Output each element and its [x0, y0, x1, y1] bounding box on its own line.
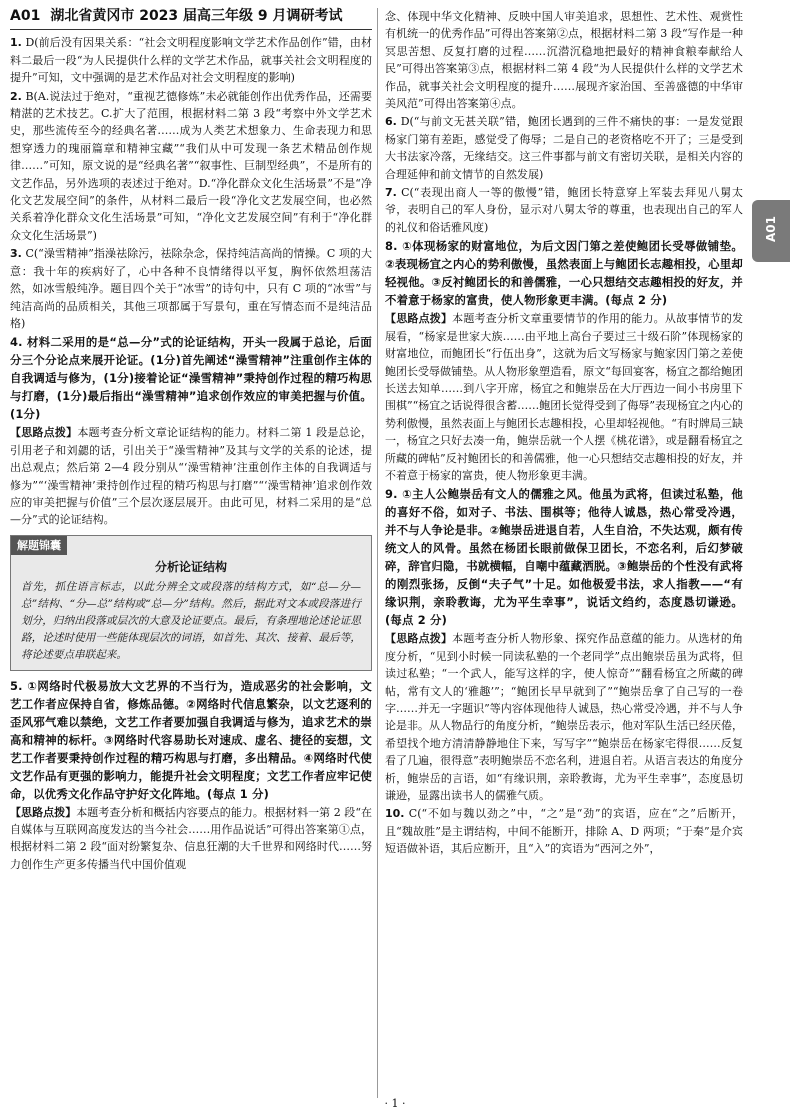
hint-5: 【思路点拨】本题考查分析和概括内容要点的能力。根据材料一第 2 段“在自媒体与互联网高度发达的当今社会……用作品说话”可得出答案第①点，根据材料二第 2 段“面对纷繁复杂、信息狂潮的大千世界和网络时代……努力创作生产更多传播当代中国价值观: [10, 805, 372, 871]
answer-2: 2. B(A.说法过于绝对，“重视艺德修炼”未必就能创作出优秀作品，还需要精湛的艺术技艺。C.扩大了范围，根据材料二第 3 段“考察中外文学艺术史，那些流传至今的经典名著……成为人类艺术想象力、生命表现力和思想穿透力的瑰丽篇章和精神宝藏”“我们从中可发现一条艺术精品创作规律……”可知，原文说的是“经典名著”“叙事性、巨制型经典”，不是所有的文艺作品，另外选项的表述过于绝对。D.“净化群众文化生活场景”不是“净化文艺发展空间”的条件，从材料二最后一段“净化文艺发展空间，也必然关系着净化群众文化生活场景”可知，“净化文艺发展空间”有利于“净化群众文化生活场景”): [10, 89, 373, 242]
answer-3: 3. C(“澡雪精神”指澡祛除污，祛除杂念，保持纯洁高尚的情操。C 项的大意：我十年的疾病好了，心中各种不良情绪得以平复，胸怀依然坦荡洁然，如冰雪般纯净。题目四个关于“冰雪”的诗句中，只有 C 项的“冰雪”与纯洁高尚的品质相关，其他三项都属于写景句，重在写情态而不是纯洁品格): [10, 247, 372, 330]
paper-code: A01: [10, 8, 41, 24]
section-side-tab: [752, 200, 790, 262]
answer-7: 7. C(“表现出商人一等的傲慢”错，鲍团长特意穿上军装去拜见八舅太爷，表明自己的军人身份，显示对八舅太爷的尊重，也表现出自己的军人的礼仪和俗话雅风度): [385, 186, 744, 234]
hint-9: 【思路点拨】本题考查分析人物形象、探究作品意蕴的能力。从选材的角度分析，“见到小时候一同读私塾的一个老同学”点出鲍崇岳虽为武将，但读过私塾；“一个武人，能写这样的字，使人惊奇”“翻看杨宜之所藏的碑帖，常有文人的‘雅趣’”；“鲍团长早早就到了”“鲍崇岳拿了自己写的一卷字……并无一字题识”等内容体现他待人诚恳，热心常受冷遇，并不与人争论是非。从人物品行的角度分析，“鲍崇岳表示，他对军队生活已经厌倦，希望找个地方清清静静地住下来，写写字”“鲍崇岳在杨家宅得很……反复看了几遍，很得意”表明鲍崇岳不恋名利，进退自若。从语言表达的角度分析，鲍崇岳的言语，如“有缘识荆，亲聆教诲，尤为平生幸事”，态度恳切谦逊，显露出读书人的儒雅气质。: [385, 632, 744, 802]
left-column: [10, 8, 372, 874]
tips-label: 解题锦囊: [11, 536, 67, 555]
answer-9: 9. ①主人公鲍崇岳有文人的儒雅之风。他虽为武将，但读过私塾，他的喜好不俗，如对子、书法、围棋等；他待人诚恳，热心常受冷遇，并不与人争论是非。②鲍崇岳进退自若，人生自洽，不失达观，颇有传统文人的风骨。虽然在杨团长眼前做保卫团长，不恋名利，后幻梦破碎，辞官归隐，书就横幅，自嘲中蕴藏洒脱。③鲍崇岳的个性没有武将的刚烈张扬，反倒“夫子气”十足。如他极爱书法，求人指教——“有缘识荆，亲聆教诲，尤为平生幸事”，说话文绉约，态度恳切谦逊。(每点 2 分): [385, 487, 743, 628]
answer-8: 8. ①体现杨家的财富地位，为后文因门第之差使鲍团长受辱做铺垫。②表现杨宜之内心的势利傲慢，虽然表面上与鲍团长志趣相投，心里却轻视他。③反衬鲍团长的和善儒雅，一心只想结交志趣相投的好友，并不着意于杨家的富贵，使人物形象更丰满。(每点 2 分): [385, 239, 743, 308]
tips-box: [10, 535, 372, 671]
hint-4: 【思路点拨】本题考查分析文章论证结构的能力。材料二第 1 段是总论，引用老子和刘勰的话，引出关于“澡雪精神”及其与文学的关系的论述，提出总观点；然后第 2—4 段分别从“‘澡雪精神’注重创作主体的自我调适与修为”“‘澡雪精神’秉持创作过程的精巧构思与打磨”“‘澡雪精神’追求创作效应的审美把握与价值”三个层次逐层展开。由此可见，材料二采用的是“总—分”式的论证结构。: [10, 426, 372, 527]
answer-5: 5. ①网络时代极易放大文艺界的不当行为，造成恶劣的社会影响，文艺工作者应保持自省，修炼品德。②网络时代信息繁杂，以文艺逐利的歪风邪气难以禁绝，文艺工作者要加强自我调适与修为，追求艺术的崇高和精神的标杆。③网络时代容易助长对速成、虚名、捷径的妄想，文艺工作者要秉持创作过程的精巧构思与打磨，多出精品。④网络时代使文艺作品有更强的影响力，能提升社会文明程度；文艺工作者应牢记使命，以优秀文化作品守护好文化阵地。(每点 1 分): [10, 678, 372, 801]
header-rule: [10, 29, 372, 30]
side-tab-label: A01: [764, 216, 778, 242]
hint-5-continued: 念、体现中华文化精神、反映中国人审美追求，思想性、艺术性、观赏性有机统一的优秀作品”可得出答案第②点，根据材料二第 3 段“写作是一种冥思苦想、反复打磨的过程……沉潜沉稳地把最好的精神食粮奉献给人民”可得出答案第③点，根据材料二第 4 段“为人民提供什么样的文学艺术作品，就事关社会文明程度的提升……展现齐家治国、至善盛德的中华审美风范”可得出答案第④点。: [385, 10, 743, 111]
tips-body: 首先，抓住语言标志，以此分辨全文或段落的结构方式，如“总—分—总”结构、“分—总”结构或“总—分”结构。然后，据此对文本或段落进行划分，归纳出段落或层次的大意及论证要点。最后，有条理地论述论证思路，论述时使用一些能体现层次的词语，如首先、其次、接着、最后等，将论述要点串联起来。: [21, 580, 361, 661]
answer-6: 6. D(“与前文无甚关联”错，鲍团长遇到的三件不痛快的事：一是发觉跟杨家门第有差距，感觉受了侮辱；二是自己的老资格吃不开了；三是受到大书法家冷落，无缘结交。这三件事都与前文有密切关联，是相关内容的合理延伸和前文情节的自然发展): [385, 115, 743, 181]
column-divider: [377, 8, 378, 1098]
page-header: [10, 8, 372, 25]
answer-10: 10. C(“不如与魏以劲之”中，“之”是“劲”的宾语，应在“之”后断开，且“魏故胜”是主谓结构，中间不能断开，排除 A、D 两项；“于秦”是介宾短语做补语，其后应断开，且“入”的宾语为“西河之外”，: [385, 807, 743, 856]
hint-8: 【思路点拨】本题考查分析文章重要情节的作用的能力。从故事情节的发展看，“杨家是世家大族……由平地上高台子要过三十级石阶”体现杨家的财富地位，而鲍团长“行伍出身”，这就为后文写杨家与鲍家因门第之差使鲍团长受辱做铺垫。从人物形象塑造看，原文“每回宴客，杨宜之都给鲍团长送去知单……到八字开席，杨宜之和鲍崇岳在大厅西边一间小书房里下围棋”“杨宜之话说得很含蓄……鲍团长觉得受到了侮辱”表现杨宜之内心的势利傲慢，虽然表面上与鲍团长志趣相投，心里却轻视他。“有时牌局三缺一，杨宜之只好去凑一角，鲍崇岳就一个人摆《桃花谱》，或是翻看杨宜之所藏的碑帖”反衬鲍团长的和善儒雅，他一心只想结交志趣相投的好友，并不着意于杨家的富贵，使人物形象更丰满。: [385, 312, 744, 482]
answer-1: 1. D(前后没有因果关系：“社会文明程度影响文学艺术作品创作”错，由材料二最后一段“为人民提供什么样的文学艺术作品，就事关社会文明程度的提升”可知，文中强调的是艺术作品对社会文明程度的影响): [10, 36, 373, 85]
answer-4: 4. 材料二采用的是“总—分”式的论证结构，开头一段属于总论，后面分三个分论点来展开论证。(1分)首先阐述“澡雪精神”注重创作主体的自我调适与修为，(1分)接着论证“澡雪精神”秉持创作过程的精巧构思与打磨，(1分)最后指出“澡雪精神”追求创作效应的审美把握与价值。(1分): [10, 335, 372, 422]
right-column: [385, 8, 743, 859]
paper-title: 湖北省黄冈市 2023 届高三年级 9 月调研考试: [50, 8, 343, 24]
tips-title: 分析论证结构: [154, 560, 227, 575]
page-number: · 1 ·: [384, 1097, 406, 1110]
